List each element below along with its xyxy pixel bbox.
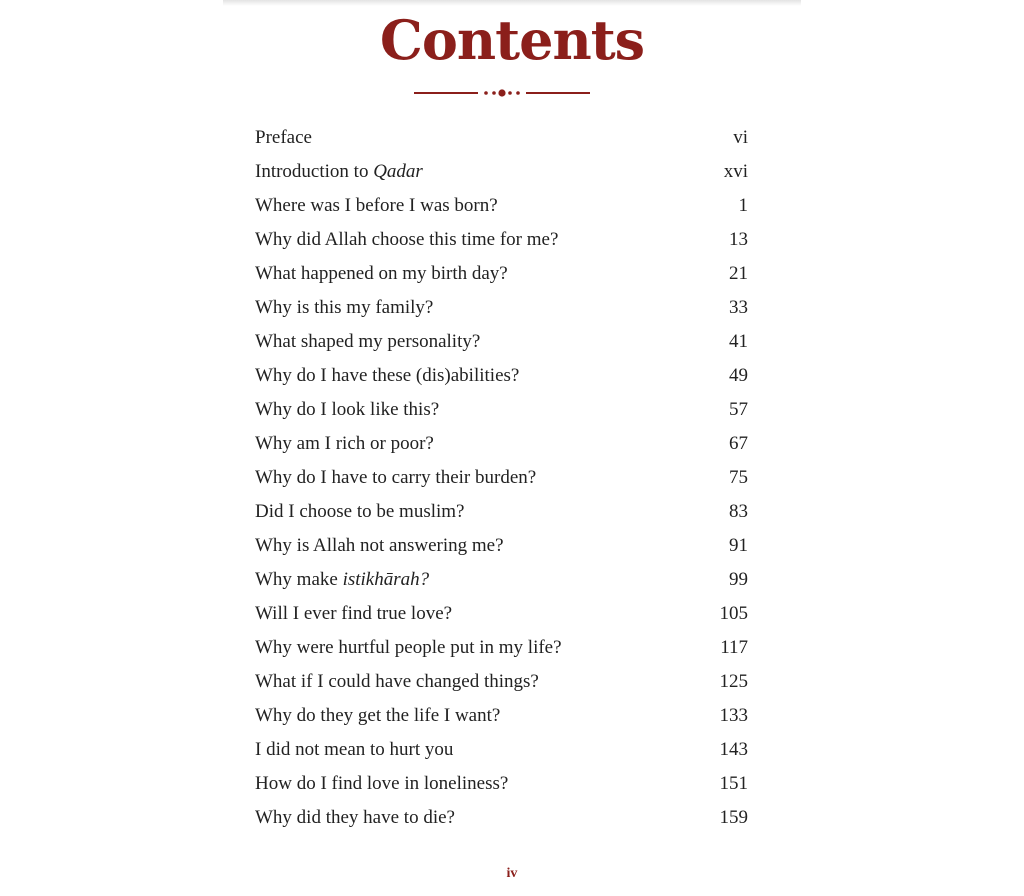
- toc-entry-title: [255, 121, 312, 155]
- toc-entry-title: [255, 699, 500, 733]
- toc-entry-title-text: Why do they get the life I want?: [255, 705, 501, 726]
- toc-entry-title: [255, 223, 558, 257]
- toc-entry: [255, 563, 748, 597]
- toc-entry: [255, 665, 748, 699]
- toc-entry-title-text: Why did Allah choose this time for me?: [255, 229, 559, 250]
- toc-entry-page: 49: [729, 365, 748, 386]
- toc-entry-title-text: Where was I before I was born?: [255, 195, 498, 216]
- toc-entry-title-text: What happened on my birth day?: [255, 263, 508, 284]
- ornament-divider-icon: [412, 85, 592, 101]
- toc-entry: [255, 291, 748, 325]
- toc-entry-page: 117: [720, 637, 748, 658]
- toc-entry-title: [255, 155, 423, 189]
- toc-entry-page: 67: [729, 433, 748, 454]
- toc-entry-title: [255, 461, 536, 495]
- toc-entry-page: 13: [729, 229, 748, 250]
- toc-entry-title: [255, 359, 519, 393]
- contents-heading: Contents: [379, 8, 645, 72]
- toc-entry-page: 41: [729, 331, 748, 352]
- toc-entry-title: [255, 393, 439, 427]
- toc-entry: [255, 257, 748, 291]
- toc-entry-title: [255, 801, 455, 835]
- toc-entry: [255, 155, 748, 189]
- toc-entry-title-text: Why is this my family?: [255, 297, 434, 318]
- toc-entry-page: 151: [719, 773, 748, 794]
- toc-entry-title-text: Why do I have these (dis)abilities?: [255, 365, 520, 386]
- toc-entry-page: 83: [729, 501, 748, 522]
- toc-entry: [255, 529, 748, 563]
- toc-entry-page: 75: [729, 467, 748, 488]
- toc-entry-page: 1: [738, 195, 748, 216]
- toc-entry-page: 143: [719, 739, 748, 760]
- toc-entry: [255, 767, 748, 801]
- toc-entry-title-text: Preface: [255, 127, 312, 148]
- toc-entry-title-text: Why is Allah not answering me?: [255, 535, 504, 556]
- toc-entry-title: [255, 597, 452, 631]
- toc-entry-title: [255, 733, 453, 767]
- toc-entry-title-text: How do I find love in loneliness?: [255, 773, 509, 794]
- toc-entry-page: 99: [729, 569, 748, 590]
- toc-entry: [255, 699, 748, 733]
- toc-entry-title-text: Did I choose to be muslim?: [255, 501, 465, 522]
- page-number: iv: [506, 866, 518, 881]
- toc-entry-title-text: What if I could have changed things?: [255, 671, 539, 692]
- toc-entry-title: [255, 563, 429, 597]
- toc-entry-title: [255, 427, 434, 461]
- toc-entry: [255, 223, 748, 257]
- toc-entry-title: [255, 529, 504, 563]
- toc-entry: [255, 121, 748, 155]
- toc-entry: [255, 325, 748, 359]
- toc-entry-page: vi: [733, 127, 748, 148]
- toc-entry-page: 125: [719, 671, 748, 692]
- toc-entry: [255, 495, 748, 529]
- toc-entry: [255, 597, 748, 631]
- toc-entry-title: [255, 767, 508, 801]
- toc-entry-title-text: Why make: [255, 569, 343, 590]
- toc-entry-title-italic: istikhārah?: [342, 569, 430, 590]
- toc-entry-page: 105: [719, 603, 748, 624]
- toc-entry-title: [255, 189, 498, 223]
- toc-entry: [255, 189, 748, 223]
- toc-entry-title-text: What shaped my personality?: [255, 331, 481, 352]
- toc-entry-title-text: Introduction to: [255, 161, 374, 182]
- toc-entry-title-text: Why did they have to die?: [255, 807, 455, 828]
- toc-entry-title: [255, 325, 480, 359]
- toc-entry-title: [255, 495, 465, 529]
- toc-entry-title: [255, 291, 433, 325]
- toc-entry-page: 91: [729, 535, 748, 556]
- toc-entry-title-text: Why am I rich or poor?: [255, 433, 434, 454]
- toc-entry: [255, 631, 748, 665]
- table-of-contents: [255, 121, 748, 835]
- toc-entry: [255, 461, 748, 495]
- toc-entry: [255, 733, 748, 767]
- toc-entry-page: 159: [719, 807, 748, 828]
- toc-entry-title-text: Why were hurtful people put in my life?: [255, 637, 562, 658]
- toc-entry: [255, 359, 748, 393]
- toc-entry: [255, 393, 748, 427]
- toc-entry-title-text: Why do I have to carry their burden?: [255, 467, 537, 488]
- toc-entry-title-text: Why do I look like this?: [255, 399, 440, 420]
- toc-entry-page: 21: [729, 263, 748, 284]
- toc-entry-title-text: I did not mean to hurt you: [255, 739, 454, 760]
- toc-entry-page: 33: [729, 297, 748, 318]
- toc-entry-page: 57: [729, 399, 748, 420]
- toc-entry-title: [255, 631, 562, 665]
- toc-entry-title-text: Will I ever find true love?: [255, 603, 453, 624]
- toc-entry-title-italic: Qadar: [373, 161, 423, 182]
- toc-entry-title: [255, 665, 539, 699]
- toc-entry: [255, 801, 748, 835]
- toc-entry-page: xvi: [723, 161, 748, 182]
- toc-entry: [255, 427, 748, 461]
- toc-entry-page: 133: [719, 705, 748, 726]
- toc-entry-title: [255, 257, 508, 291]
